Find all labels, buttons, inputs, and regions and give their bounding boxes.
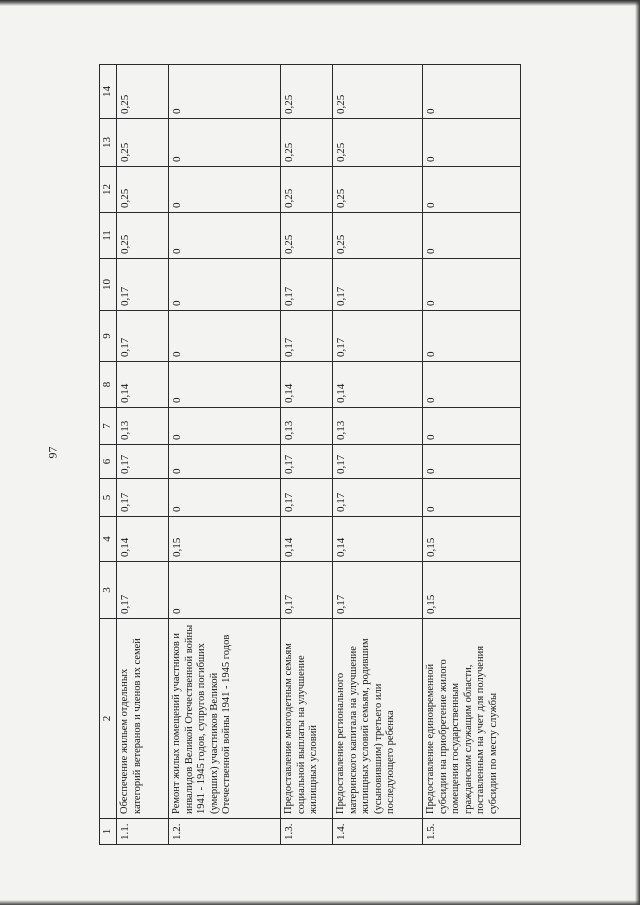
value-cell: 0 <box>423 213 521 259</box>
value-cell: 0 <box>169 445 281 479</box>
value-cell: 0,25 <box>281 167 333 213</box>
value-cell: 0,25 <box>333 213 423 259</box>
value-cell: 0,25 <box>117 119 169 167</box>
value-cell: 0,17 <box>333 562 423 619</box>
row-index: 1.5. <box>423 819 521 845</box>
row-description: Обеспечение жильем отдельных категорий ветеранов и членов их семей <box>117 619 169 819</box>
row-index: 1.2. <box>169 819 281 845</box>
value-cell: 0,25 <box>117 167 169 213</box>
value-cell: 0,17 <box>281 562 333 619</box>
value-cell: 0,17 <box>281 311 333 362</box>
header-cell: 11 <box>100 213 117 259</box>
value-cell: 0,25 <box>281 119 333 167</box>
header-cell: 10 <box>100 259 117 311</box>
header-cell: 7 <box>100 408 117 445</box>
value-cell: 0 <box>423 362 521 408</box>
value-cell: 0,17 <box>333 259 423 311</box>
value-cell: 0,13 <box>281 408 333 445</box>
rotated-table-container <box>99 65 519 845</box>
row-description: Предоставление многодетным семьям социальной выплаты на улучшение жилищных условий <box>281 619 333 819</box>
value-cell: 0 <box>169 408 281 445</box>
value-cell: 0,17 <box>117 445 169 479</box>
header-cell: 5 <box>100 479 117 517</box>
value-cell: 0,14 <box>333 517 423 562</box>
value-cell: 0 <box>169 167 281 213</box>
value-cell: 0,17 <box>333 311 423 362</box>
value-cell: 0 <box>423 119 521 167</box>
row-description: Предоставление регионального материнского капитала на улучшение жилищных условий семьям, родившим (усыновившим) третьего или последующего ребенка <box>333 619 423 819</box>
value-cell: 0,25 <box>333 119 423 167</box>
value-cell: 0 <box>169 119 281 167</box>
value-cell: 0,17 <box>333 445 423 479</box>
header-cell: 8 <box>100 362 117 408</box>
value-cell: 0 <box>423 445 521 479</box>
value-cell: 0,17 <box>333 479 423 517</box>
value-cell: 0,17 <box>117 562 169 619</box>
value-cell: 0,25 <box>333 65 423 119</box>
table-row <box>117 65 169 845</box>
header-cell: 1 <box>100 819 117 845</box>
page-number: 97 <box>45 446 60 459</box>
value-cell: 0 <box>169 259 281 311</box>
value-cell: 0 <box>423 479 521 517</box>
table-row <box>281 65 333 845</box>
scan-edge-bottom <box>0 900 640 905</box>
header-cell: 2 <box>100 619 117 819</box>
header-cell: 9 <box>100 311 117 362</box>
header-row <box>100 65 117 845</box>
value-cell: 0,15 <box>423 517 521 562</box>
value-cell: 0 <box>423 259 521 311</box>
value-cell: 0 <box>423 311 521 362</box>
value-cell: 0,14 <box>281 362 333 408</box>
header-cell: 12 <box>100 167 117 213</box>
value-cell: 0,14 <box>117 362 169 408</box>
value-cell: 0 <box>423 167 521 213</box>
scan-edge-right <box>635 0 640 905</box>
value-cell: 0,25 <box>117 213 169 259</box>
value-cell: 0,17 <box>281 479 333 517</box>
row-description: Ремонт жилых помещений участников и инвалидов Великой Отечественной войны 1941 - 1945 годов, супругов погибших (умерших) участников Великой Отечественной войны 1941 - 1945 годов <box>169 619 281 819</box>
value-cell: 0,15 <box>169 517 281 562</box>
value-cell: 0,17 <box>117 479 169 517</box>
value-cell: 0 <box>169 213 281 259</box>
value-cell: 0,14 <box>117 517 169 562</box>
row-index: 1.1. <box>117 819 169 845</box>
header-cell: 3 <box>100 562 117 619</box>
table-row <box>169 65 281 845</box>
value-cell: 0 <box>169 562 281 619</box>
value-cell: 0,14 <box>281 517 333 562</box>
row-index: 1.4. <box>333 819 423 845</box>
scan-edge-top <box>0 0 640 6</box>
header-cell: 4 <box>100 517 117 562</box>
value-cell: 0 <box>423 408 521 445</box>
value-cell: 0,17 <box>281 445 333 479</box>
value-cell: 0,25 <box>333 167 423 213</box>
row-index: 1.3. <box>281 819 333 845</box>
value-cell: 0 <box>423 65 521 119</box>
value-cell: 0,13 <box>117 408 169 445</box>
value-cell: 0 <box>169 479 281 517</box>
value-cell: 0,17 <box>117 311 169 362</box>
value-cell: 0,15 <box>423 562 521 619</box>
row-description: Предоставление единовременной субсидии на приобретение жилого помещения государственным гражданским служащим области, поставленным на учет для получения субсидии по месту службы <box>423 619 521 819</box>
header-cell: 6 <box>100 445 117 479</box>
value-cell: 0,17 <box>117 259 169 311</box>
value-cell: 0,17 <box>281 259 333 311</box>
value-cell: 0 <box>169 362 281 408</box>
header-cell: 13 <box>100 119 117 167</box>
value-cell: 0,25 <box>117 65 169 119</box>
value-cell: 0,25 <box>281 213 333 259</box>
table-row <box>333 65 423 845</box>
value-cell: 0 <box>169 65 281 119</box>
header-cell: 14 <box>100 65 117 119</box>
value-cell: 0,13 <box>333 408 423 445</box>
indicator-table <box>99 64 521 845</box>
value-cell: 0 <box>169 311 281 362</box>
value-cell: 0,14 <box>333 362 423 408</box>
value-cell: 0,25 <box>281 65 333 119</box>
table-row <box>423 65 521 845</box>
